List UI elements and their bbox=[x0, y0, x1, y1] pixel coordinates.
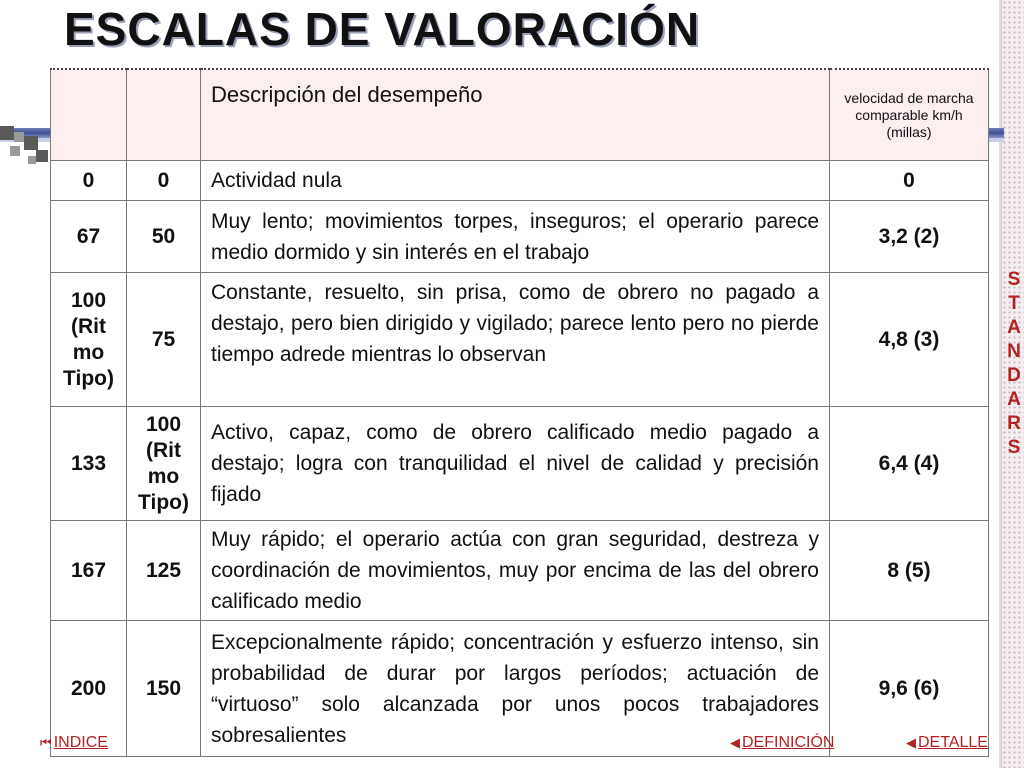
side-letter: S bbox=[1007, 437, 1021, 458]
table-row bbox=[51, 407, 989, 521]
cell-description: Excepcionalmente rápido; concentración y esfuerzo intenso, sin probabilidad de durar por largos períodos; actuación de “virtuoso” solo alcanzada por unos pocos trabajadores sobresalientes bbox=[201, 621, 830, 757]
header-col2 bbox=[127, 69, 201, 161]
indice-link[interactable] bbox=[40, 734, 108, 752]
cell-rating-b bbox=[127, 407, 201, 521]
side-letter: N bbox=[1007, 341, 1021, 362]
cell-description: Activo, capaz, como de obrero calificado medio pagado a destajo; logra con tranquilidad el nivel de calidad y precisión fijado bbox=[201, 407, 830, 521]
cell-rating-a: 133 bbox=[51, 407, 127, 521]
rating-line: (Rit bbox=[146, 438, 181, 462]
rating-line: (Rit bbox=[71, 314, 106, 338]
table-row bbox=[51, 521, 989, 621]
side-letter: A bbox=[1007, 317, 1021, 338]
cell-speed: 9,6 (6) bbox=[830, 621, 989, 757]
page-title: ESCALAS DE VALORACIÓN bbox=[64, 3, 701, 55]
cell-speed: 3,2 (2) bbox=[830, 201, 989, 273]
rating-line: 100 bbox=[70, 288, 107, 312]
side-letter: S bbox=[1007, 269, 1021, 290]
rating-line: Tipo) bbox=[138, 490, 189, 514]
rating-line: mo bbox=[147, 464, 180, 488]
side-letter: A bbox=[1007, 389, 1021, 410]
side-letter: D bbox=[1007, 365, 1021, 386]
back-arrow-icon: ◀ bbox=[730, 735, 740, 750]
cell-rating-b: 0 bbox=[127, 161, 201, 201]
standars-vertical-label bbox=[1003, 268, 1024, 460]
indice-label: INDICE bbox=[53, 734, 108, 751]
detalle-link[interactable] bbox=[906, 734, 988, 752]
back-arrow-icon: ◀ bbox=[906, 735, 916, 750]
cell-rating-b: 125 bbox=[127, 521, 201, 621]
definicion-label: DEFINICIÓN bbox=[742, 734, 835, 751]
rating-line: 100 bbox=[145, 412, 182, 436]
cell-description: Constante, resuelto, sin prisa, como de obrero no pagado a destajo, pero bien dirigido y vigilado; parece lento pero no pierde tiempo adrede mientras lo observan bbox=[201, 273, 830, 407]
cell-description: Muy rápido; el operario actúa con gran seguridad, destreza y coordinación de movimientos, muy por encima de las del obrero calificado medio bbox=[201, 521, 830, 621]
cell-description: Muy lento; movimientos torpes, inseguros; el operario parece medio dormido y sin interés en el trabajo bbox=[201, 201, 830, 273]
first-page-icon: ⏮︎ bbox=[40, 735, 52, 750]
cell-description: Actividad nula bbox=[201, 161, 830, 201]
header-speed: velocidad de marcha comparable km/h (millas) bbox=[830, 69, 989, 161]
cell-rating-b: 75 bbox=[127, 273, 201, 407]
table-row bbox=[51, 273, 989, 407]
cell-speed: 8 (5) bbox=[830, 521, 989, 621]
rating-line: mo bbox=[72, 340, 105, 364]
cell-speed: 4,8 (3) bbox=[830, 273, 989, 407]
cell-speed: 0 bbox=[830, 161, 989, 201]
cell-rating-a: 0 bbox=[51, 161, 127, 201]
cell-rating-a: 67 bbox=[51, 201, 127, 273]
table-header-row bbox=[51, 69, 989, 161]
table-row bbox=[51, 201, 989, 273]
cell-rating-b: 50 bbox=[127, 201, 201, 273]
rating-scale-table bbox=[50, 68, 989, 757]
table-row bbox=[51, 161, 989, 201]
detalle-label: DETALLE bbox=[918, 734, 988, 751]
side-letter: R bbox=[1007, 413, 1021, 434]
header-col1 bbox=[51, 69, 127, 161]
rating-line: Tipo) bbox=[63, 366, 114, 390]
cell-rating-a: 200 bbox=[51, 621, 127, 757]
header-description: Descripción del desempeño bbox=[201, 69, 830, 161]
cell-rating-b: 150 bbox=[127, 621, 201, 757]
cell-speed: 6,4 (4) bbox=[830, 407, 989, 521]
table-row bbox=[51, 621, 989, 757]
side-letter: T bbox=[1008, 293, 1020, 314]
cell-rating-a bbox=[51, 273, 127, 407]
definicion-link[interactable] bbox=[730, 734, 834, 752]
cell-rating-a: 167 bbox=[51, 521, 127, 621]
